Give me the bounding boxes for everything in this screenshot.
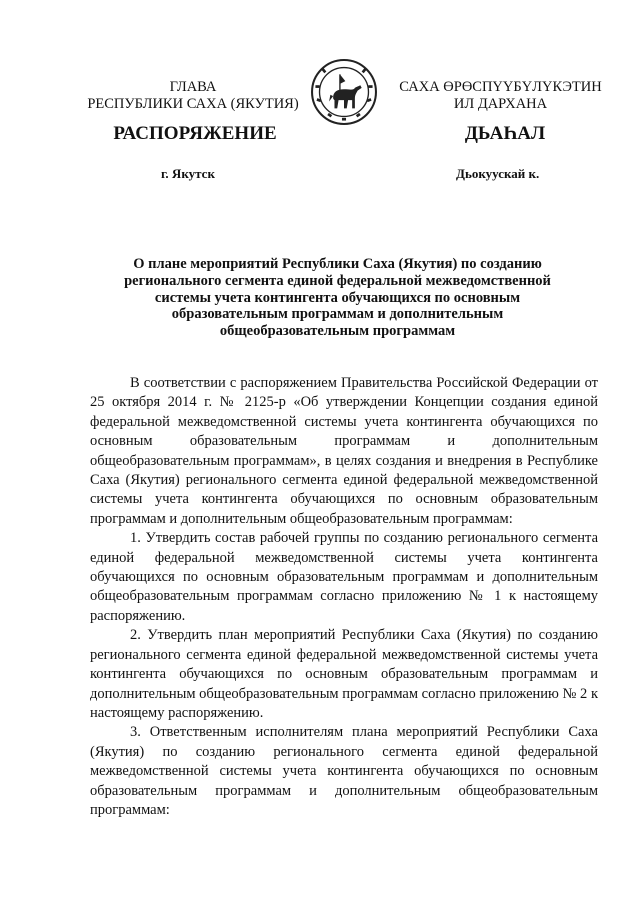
- city-label-yakut: Дьокуускай к.: [456, 166, 540, 181]
- document-title-line4: образовательным программам и дополнительным: [171, 306, 504, 323]
- header-left-block: [68, 79, 318, 113]
- header-right-line1: САХА ӨРӨСПҮҮБҮЛҮКЭТИН: [399, 79, 602, 95]
- document-title-line3: системы учета контингента обучающихся по основным: [154, 289, 521, 306]
- clause-1-paragraph: 1. Утвердить состав рабочей группы по созданию регионального сегмента единой федеральной межведомственной системы учета контингента обучающихся по основным образовательным программам и дополнительным общеобразовательным программам согласно приложению № 1 к настоящему распоряжению.: [90, 530, 598, 624]
- coat-of-arms-yakutia-icon: [310, 58, 378, 126]
- header-right-line2: ИЛ ДАРХАНА: [453, 96, 548, 112]
- clause-3-paragraph: 3. Ответственным исполнителям плана мероприятий Республики Саха (Якутия) по созданию регионального сегмента единой федеральной межведомственной системы учета контингента обучающихся по основным образовательным программам и дополнительным общеобразовательным программам:: [90, 724, 598, 818]
- header-left-line1: ГЛАВА: [169, 79, 217, 95]
- order-title-yakut: ДЬАҺАЛ: [464, 123, 546, 144]
- order-title-russian: РАСПОРЯЖЕНИЕ: [113, 123, 277, 144]
- document-title-line2: регионального сегмента единой федеральной межведомственной: [124, 272, 551, 289]
- header-right-block: [388, 79, 613, 113]
- document-title: [100, 256, 575, 340]
- document-title-line5: общеобразовательным программам: [219, 323, 456, 340]
- document-body: [90, 374, 598, 820]
- document-title-line1: О плане мероприятий Республики Саха (Якутия) по созданию: [133, 256, 542, 272]
- header-left-line2: РЕСПУБЛИКИ САХА (ЯКУТИЯ): [87, 96, 299, 112]
- preamble-paragraph: В соответствии с распоряжением Правительства Российской Федерации от 25 октября 2014 г. № 2125-р «Об утверждении Концепции создания единой федеральной межведомственной системы учета контингента обучающихся по основным образовательным программам и дополнительным общеобразовательным программам», в целях создания и внедрения в Республике Саха (Якутия) регионального сегмента единой федеральной межведомственной системы учета контингента обучающихся по основным образовательным программам и дополнительным общеобразовательным программам:: [90, 375, 598, 527]
- city-label-russian: г. Якутск: [161, 166, 215, 181]
- clause-2-paragraph: 2. Утвердить план мероприятий Республики Саха (Якутия) по созданию регионального сегмента единой федеральной межведомственной системы учета контингента обучающихся по основным образовательным программам и дополнительным общеобразовательным программам согласно приложению № 2 к настоящему распоряжению.: [90, 627, 598, 721]
